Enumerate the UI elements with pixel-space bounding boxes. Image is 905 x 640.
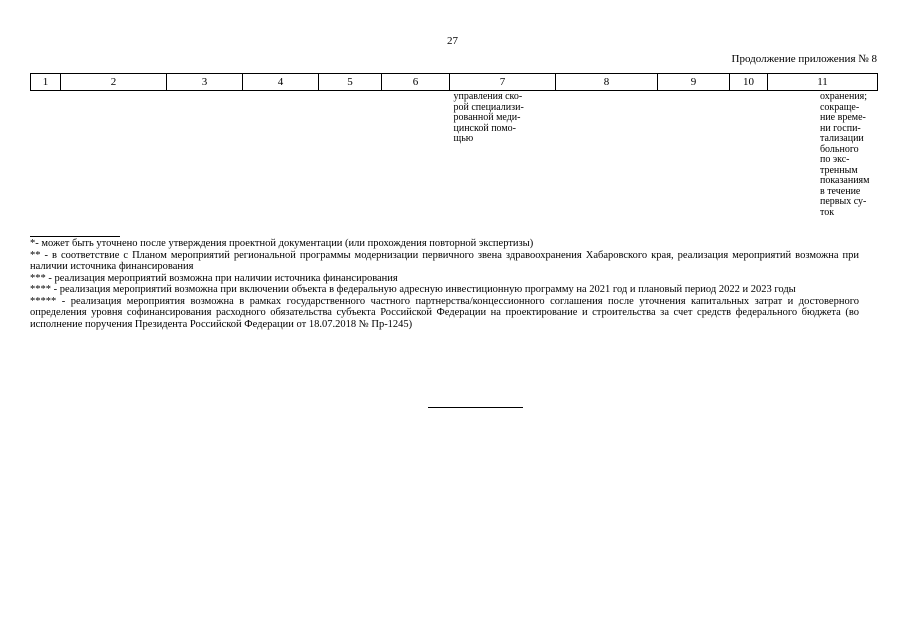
- footnote-3: *** - реализация мероприятий возможна при наличии источника финансирования: [30, 272, 398, 284]
- column-number-11: 11: [768, 74, 878, 91]
- column-number-7: 7: [450, 74, 556, 91]
- table-header-row: [31, 74, 878, 91]
- column-number-3: 3: [167, 74, 243, 91]
- column-number-1: 1: [31, 74, 61, 91]
- footnote-1: *- может быть уточнено после утверждения проектной документации (или прохождения повторной экспертизы): [30, 238, 534, 249]
- table-cell-2: [61, 91, 167, 220]
- cell-text-column-11-wrap: [768, 91, 878, 218]
- table-cell-3: [167, 91, 243, 220]
- footnote-separator: [30, 236, 120, 237]
- cell-text-column-7: управления ско- рой специализи- рованной меди- цинской помо- щью: [453, 91, 524, 144]
- column-number-9: 9: [658, 74, 730, 91]
- cell-text-column-11: охранения; сокраще- ние време- ни госпи- тализации больного по экс- тренным показаниям в течение первых су- ток: [819, 91, 870, 218]
- footnotes: [30, 238, 859, 330]
- page-number: 27: [447, 35, 458, 47]
- table-cell-4: [243, 91, 319, 220]
- column-number-10: 10: [730, 74, 768, 91]
- table-cell-11: [768, 91, 878, 220]
- table-cell-5: [319, 91, 382, 220]
- table-row: [31, 91, 878, 220]
- footnote-4: **** - реализация мероприятий возможна при включении объекта в федеральную адресную инвестиционную программу на 2021 год и плановый период 2022 и 2023 годы: [30, 284, 796, 295]
- table-cell-6: [382, 91, 450, 220]
- footnote-2: ** - в соответствие с Планом мероприятий региональной программы модернизации первичного звена здравоохранения Хабаровского края, реализация мероприятий возможна при наличии источника финансирования: [30, 249, 859, 272]
- column-number-8: 8: [556, 74, 658, 91]
- column-number-2: 2: [61, 74, 167, 91]
- table-cell-9: [658, 91, 730, 220]
- end-of-document-line: [428, 407, 523, 408]
- appendix-table: [30, 73, 878, 219]
- column-number-4: 4: [243, 74, 319, 91]
- table-cell-10: [730, 91, 768, 220]
- appendix-continuation-label: Продолжение приложения № 8: [731, 53, 877, 65]
- table-cell-1: [31, 91, 61, 220]
- column-number-5: 5: [319, 74, 382, 91]
- table-cell-8: [556, 91, 658, 220]
- column-number-6: 6: [382, 74, 450, 91]
- table-cell-7: [450, 91, 556, 220]
- footnote-5: ***** - реализация мероприятия возможна в рамках государственного частного партнерства/концессионного соглашения после уточнения капитальных затрат и достоверного определения уровня софинансирования расходного обязательства субъекта Российской Федерации на проектирование и строительства за счет средств федерального бюджета (во исполнение поручения Президента Российской Федерации от 18.07.2018 № Пр-1245): [30, 295, 859, 330]
